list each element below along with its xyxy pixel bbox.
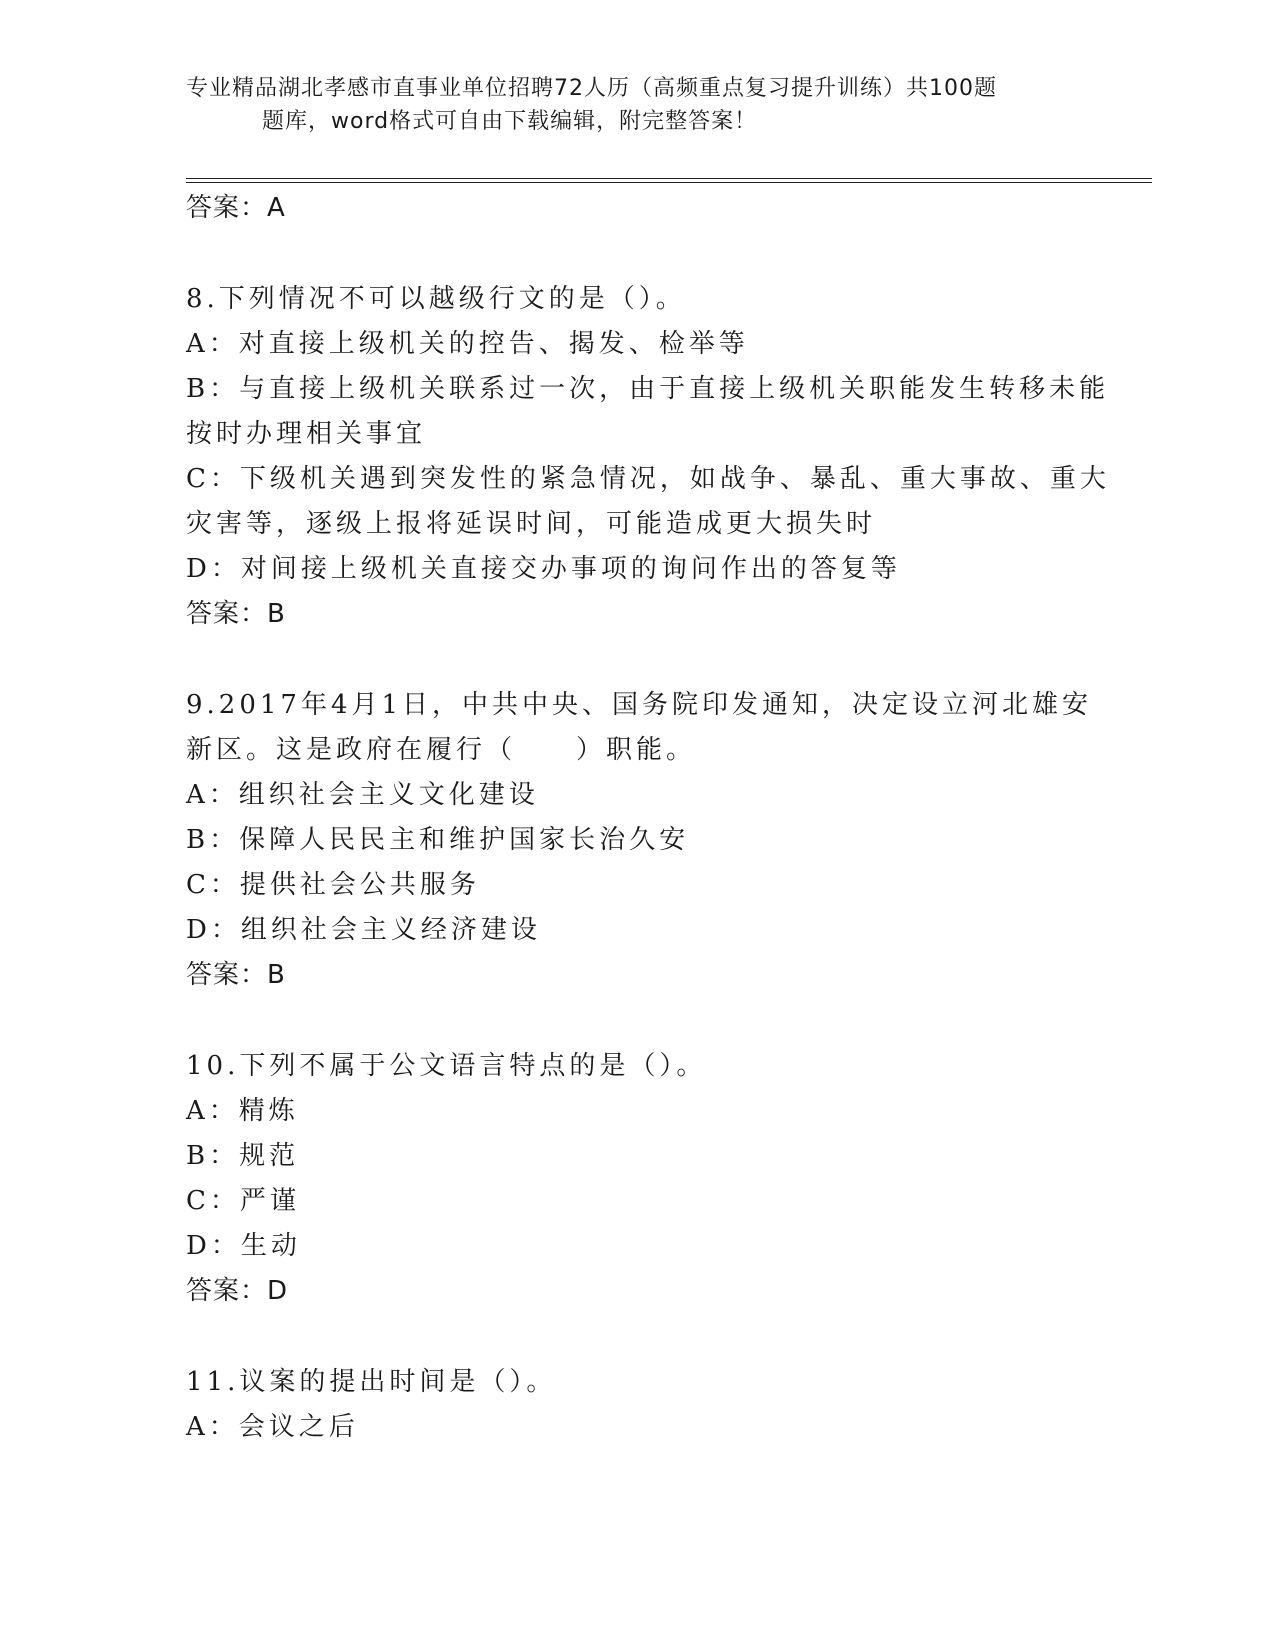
option-b: B：保障人民民主和维护国家长治久安	[186, 825, 690, 855]
question-stem: 10.下列不属于公文语言特点的是（）。	[186, 1051, 707, 1081]
header-rule-bottom	[186, 182, 1152, 183]
question-stem-line2: 新区。这是政府在履行（ ）职能。	[186, 735, 697, 765]
answer: 答案：B	[186, 599, 286, 629]
option-b: B：规范	[186, 1141, 300, 1171]
question-9	[186, 683, 1093, 998]
option-c-line2: 灾害等，逐级上报将延误时间，可能造成更大损失时	[186, 509, 877, 539]
answer-q7: 答案：A	[186, 193, 286, 223]
header-rule-top	[186, 178, 1152, 179]
answer: 答案：D	[186, 1276, 289, 1306]
option-a: A：精炼	[186, 1096, 299, 1126]
question-8	[186, 277, 1110, 637]
option-d: D：生动	[186, 1231, 301, 1261]
option-c: C：严谨	[186, 1186, 300, 1216]
option-c-line1: C：下级机关遇到突发性的紧急情况，如战争、暴乱、重大事故、重大	[186, 464, 1110, 494]
option-d: D：组织社会主义经济建设	[186, 915, 541, 945]
option-a: A：组织社会主义文化建设	[186, 780, 539, 810]
option-a: A：会议之后	[186, 1412, 359, 1442]
document-header	[186, 72, 1066, 138]
spacer	[186, 1314, 1086, 1360]
spacer	[186, 637, 1086, 683]
question-11	[186, 1360, 1086, 1450]
option-a: A：对直接上级机关的控告、揭发、检举等	[186, 329, 749, 359]
option-d: D：对间接上级机关直接交办事项的询问作出的答复等	[186, 554, 901, 584]
spacer	[186, 231, 1086, 277]
question-stem: 8.下列情况不可以越级行文的是（）。	[186, 284, 686, 314]
question-10	[186, 1044, 1086, 1314]
header-title-line1: 专业精品湖北孝感市直事业单位招聘72人历（高频重点复习提升训练）共100题	[186, 76, 997, 101]
question-stem-line1: 9.2017年4月1日，中共中央、国务院印发通知，决定设立河北雄安	[186, 690, 1093, 720]
option-b-line2: 按时办理相关事宜	[186, 419, 427, 449]
option-b-line1: B：与直接上级机关联系过一次，由于直接上级机关职能发生转移未能	[186, 374, 1110, 404]
spacer	[186, 998, 1086, 1044]
question-stem: 11.议案的提出时间是（）。	[186, 1367, 557, 1397]
header-title-line2: 题库，word格式可自由下载编辑，附完整答案！	[262, 109, 758, 134]
option-c: C：提供社会公共服务	[186, 870, 480, 900]
document-body	[186, 186, 1110, 1450]
answer: 答案：B	[186, 960, 286, 990]
